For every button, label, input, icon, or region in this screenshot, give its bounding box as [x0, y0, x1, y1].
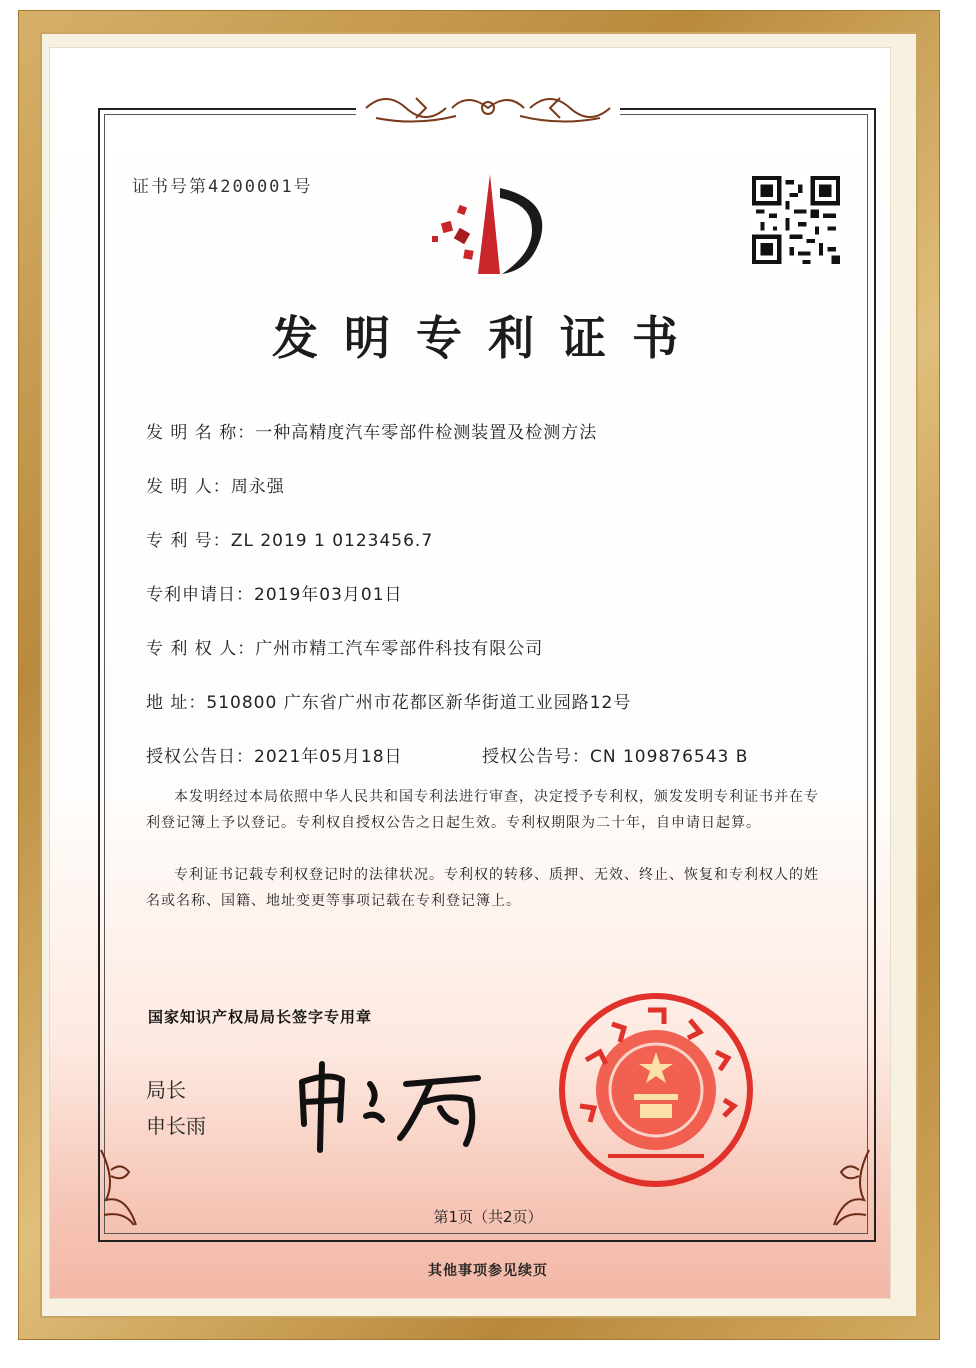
- announcement-number: [482, 742, 748, 767]
- field-value: 一种高精度汽车零部件检测装置及检测方法: [255, 423, 598, 443]
- field-label: 地 址：: [146, 693, 207, 713]
- office-name: 国家知识产权局局长签字专用章: [148, 1008, 373, 1026]
- field-label: 专 利 号：: [146, 531, 231, 551]
- field-value: 广州市精工汽车零部件科技有限公司: [255, 639, 544, 659]
- announcement-number-label: 授权公告号：: [482, 747, 590, 767]
- field-value: 周永强: [230, 477, 285, 497]
- certificate-paragraph-1: 本发明经过本局依照中华人民共和国专利法进行审查，决定授予专利权，颁发发明专利证书并在专利登记簿上予以登记。专利权自授权公告之日起生效。专利权期限为二十年，自申请日起算。: [146, 789, 819, 831]
- certificate-paragraph-2: 专利证书记载专利权登记时的法律状况。专利权的转移、质押、无效、终止、恢复和专利权人的姓名或名称、国籍、地址变更等事项记载在专利登记簿上。: [146, 867, 819, 909]
- announcement-date-label: 授权公告日：: [146, 747, 254, 767]
- field-inventor: [146, 472, 285, 497]
- field-label: 发 明 人：: [146, 477, 231, 497]
- field-label: 发 明 名 称：: [146, 423, 256, 443]
- patent-office-logo-icon: [420, 170, 560, 280]
- field-patentee: [146, 634, 543, 659]
- qr-code-icon: [752, 176, 840, 264]
- issue-date: 第1页（共2页）: [433, 1208, 543, 1226]
- field-value: 510800 广东省广州市花都区新华街道工业园路12号: [206, 693, 632, 713]
- top-ornament-icon: [356, 88, 620, 128]
- field-address: [146, 688, 631, 713]
- field-patent-number: [146, 526, 433, 551]
- field-label: 专 利 权 人：: [146, 639, 256, 659]
- footer-note: 其他事项参见续页: [428, 1263, 548, 1279]
- director-name: 申长雨: [146, 1114, 206, 1138]
- director-signature-icon: [290, 1054, 490, 1154]
- field-invention-name: [146, 418, 597, 443]
- announcement-number-value: CN 109876543 B: [590, 747, 749, 767]
- director-title: 局长: [146, 1078, 186, 1102]
- announcement-row: [146, 742, 749, 767]
- official-seal-icon: [556, 990, 756, 1190]
- certificate-code-label: 证书号第4200001号: [132, 177, 313, 197]
- announcement-date-value: 2021年05月18日: [254, 747, 403, 767]
- field-label: 专利申请日：: [146, 585, 254, 605]
- field-value: 2019年03月01日: [254, 585, 403, 605]
- certificate-title: 发明专利证书: [272, 311, 704, 365]
- field-application-date: [146, 580, 403, 605]
- field-value: ZL 2019 1 0123456.7: [230, 531, 434, 551]
